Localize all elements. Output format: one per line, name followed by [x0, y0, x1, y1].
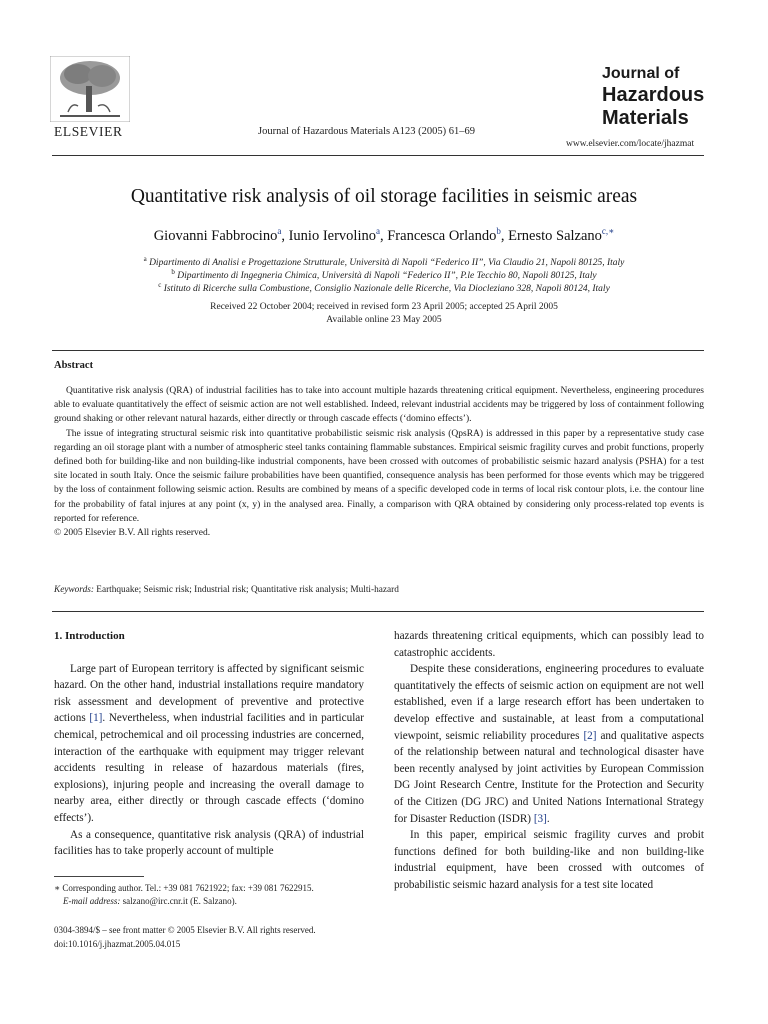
keywords — [54, 585, 399, 595]
article-title: Quantitative risk analysis of oil storage facilities in seismic areas — [130, 186, 638, 207]
section-heading-introduction: 1. Introduction — [54, 630, 125, 642]
keywords-text: Earthquake; Seismic risk; Industrial risk; Quantitative risk analysis; Multi-hazard — [96, 585, 399, 595]
affiliation-mark: a — [143, 255, 147, 263]
affiliation-text: Dipartimento di Ingegneria Chimica, Università di Napoli “Federico II”, P.le Tecchio 80, Napoli 80125, Italy — [177, 271, 597, 282]
keywords-label: Keywords: — [54, 585, 94, 595]
brand-line-2: Hazardous — [602, 84, 705, 106]
affiliation-a — [0, 255, 768, 268]
journal-url-link[interactable]: www.elsevier.com/locate/jhazmat — [566, 139, 695, 149]
affiliation-c — [0, 281, 768, 294]
received-dates: Received 22 October 2004; received in revised form 23 April 2005; accepted 25 April 2005 — [210, 302, 558, 312]
author-affiliation-mark[interactable]: c,∗ — [601, 226, 615, 236]
author-name: Iunio Iervolino — [288, 227, 376, 244]
abstract-body — [54, 384, 704, 540]
intro-paragraph-continued: hazards threatening critical equipments, which can possibly lead to catastrophic accidents. — [394, 630, 704, 659]
email-label: E-mail address: — [63, 895, 121, 906]
abstract-heading: Abstract — [54, 360, 94, 371]
header-rule — [52, 155, 704, 156]
intro-text: . — [546, 812, 550, 825]
citation-link-1[interactable]: [1] — [89, 712, 103, 725]
intro-text: Large part of European territory is affected by significant seismic hazard. On the other hand, industrial installations require mandatory risk assessment and development of preventive and protective actions — [54, 662, 364, 725]
publisher-name: ELSEVIER — [54, 124, 123, 139]
intro-paragraph-4: In this paper, empirical seismic fragility curves and probit functions defined for both building-like and non building-like industrial equipment, have been crossed with outcomes of probabilistic seismic hazard analysis for a test site located — [394, 829, 704, 891]
intro-text: . Nevertheless, when industrial facilities and in particular chemical, petrochemical and oil processing industries are concerned, interaction of the earthquake with equipment may trigger relevant accidents resulting in release of hazardous materials (fires, explosions), injuring people and increasing the overall damage to nearby area, either directly or through cascade effects (‘domino effects’). — [54, 712, 364, 824]
author-name: Francesca Orlando — [387, 227, 497, 244]
author-list — [0, 226, 768, 245]
doi-line[interactable]: doi:10.1016/j.jhazmat.2005.04.015 — [54, 938, 181, 949]
author-separator: , — [379, 227, 388, 244]
intro-paragraph-1 — [54, 661, 364, 827]
author-separator: , — [500, 227, 509, 244]
left-column — [54, 628, 364, 860]
abstract-top-rule — [52, 350, 704, 351]
brand-line-1: Journal of — [602, 65, 680, 82]
abstract-bottom-rule — [52, 611, 704, 612]
abstract-paragraph-2: The issue of integrating structural seismic risk into quantitative probabilistic seismic risk analysis (QpsRA) is addressed in this paper by a representative study case regarding an oil storage plant with a number of atmospheric steel tanks containing flammable substances. Empirical seismic fragility curves and probit functions, properly defined both for building-like and non building-like industrial components, have been crossed with outcomes of probabilistic seismic hazard analysis (PSHA) for a test site located in south Italy. Once the seismic failure probabilities have been quantified, consequence analysis has been performed for those events which may be triggered by the loss of containment following seismic action. Results are combined by means of a specific developed code in terms of local risk contour plots, i.e. the contour line for the probability of fatal injures at any point (x, y) in the analysed area. Finally, a comparison with QRA obtained by considering only process-related top events is reported for reference. — [54, 428, 704, 524]
affiliation-b — [0, 268, 768, 281]
available-online: Available online 23 May 2005 — [326, 315, 442, 325]
abstract-copyright: © 2005 Elsevier B.V. All rights reserved. — [54, 528, 211, 539]
author-affiliation-mark[interactable]: b — [496, 226, 501, 236]
brand-line-3: Materials — [602, 107, 689, 129]
publication-meta — [54, 924, 316, 951]
footnote-mark: ∗ — [54, 883, 61, 893]
journal-brand — [602, 66, 704, 128]
affiliation-text: Dipartimento di Analisi e Progettazione Strutturale, Università di Napoli “Federico II”, Via Claudio 21, Napoli 80125, Italy — [149, 258, 625, 269]
intro-paragraph-3 — [394, 661, 704, 827]
author-name: Giovanni Fabbrocino — [153, 227, 278, 244]
corresponding-author — [54, 882, 374, 895]
footnote — [54, 882, 374, 907]
author-affiliation-mark[interactable]: a — [375, 226, 380, 236]
email-line — [54, 895, 374, 908]
citation-link-2[interactable]: [2] — [583, 729, 597, 742]
issn-line: 0304-3894/$ – see front matter © 2005 Elsevier B.V. All rights reserved. — [54, 925, 316, 935]
journal-citation: Journal of Hazardous Materials A123 (2005) 61–69 — [258, 126, 475, 137]
intro-paragraph-2: As a consequence, quantitative risk analysis (QRA) of industrial facilities has to take properly account of multiple — [54, 828, 364, 858]
footnote-rule — [54, 876, 144, 877]
affiliation-mark: c — [158, 281, 162, 289]
intro-text: and qualitative aspects of the relationship between natural and technological disaster have been recently analysed by joint activities by European Commission DG Joint Research Centre, Institute for the Protection and Security of the Citizen (DG JRC) and United Nations International Strategy for Disaster Reduction (ISDR) — [394, 729, 705, 825]
citation-link-3[interactable]: [3] — [533, 812, 547, 825]
abstract-paragraph-1: Quantitative risk analysis (QRA) of industrial facilities has to take into account multiple hazards threatening critical equipment. Nevertheless, engineering procedures able to evaluate quantitatively the effect of seismic action are not well established. Indeed, relevant industrial accidents may be triggered by loss of containment following ground shaking or other relevant natural hazards, either directly or through cascade effects (‘domino effects’). — [54, 386, 704, 425]
email-address[interactable]: salzano@irc.cnr.it (E. Salzano). — [122, 895, 237, 906]
intro-text: Despite these considerations, engineering procedures to evaluate quantitatively the effects of seismic action on equipment are not well established, even if a large research effort has been undertaken to develop effective and sustainable, at least from a computational viewpoint, seismic reliability procedures — [394, 663, 704, 742]
affiliation-text: Istituto di Ricerche sulla Combustione, Consiglio Nazionale delle Ricerche, Via Diocleziano 328, Napoli 80124, Italy — [163, 284, 610, 295]
affiliation-mark: b — [171, 268, 175, 276]
right-column — [394, 628, 704, 894]
author-affiliation-mark[interactable]: a — [277, 226, 282, 236]
corresponding-text: Corresponding author. Tel.: +39 081 7621922; fax: +39 081 7622915. — [62, 883, 314, 893]
author-name: Ernesto Salzano — [508, 227, 602, 244]
author-separator: , — [281, 227, 289, 244]
